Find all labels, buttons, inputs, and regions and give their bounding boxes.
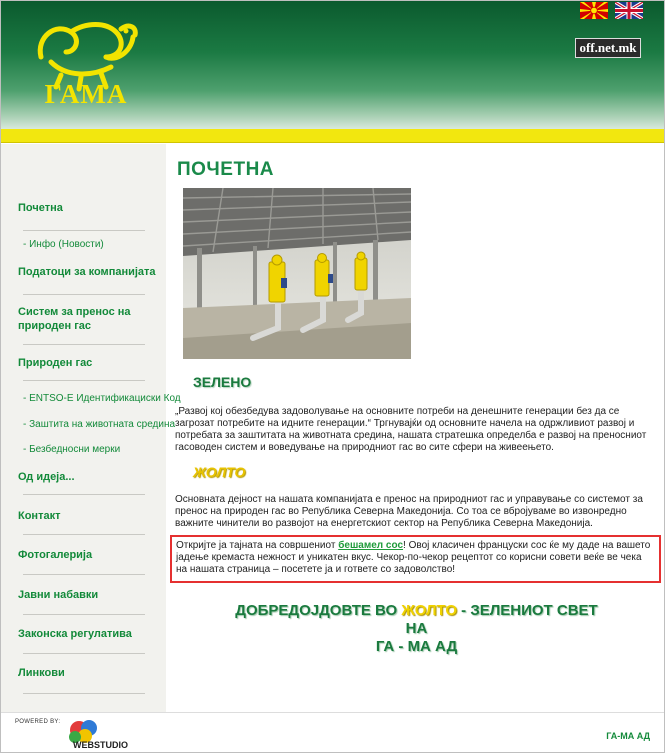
sidebar bbox=[1, 144, 181, 712]
sidebar-item-regulation[interactable]: Законска регулатива bbox=[18, 628, 132, 640]
footer bbox=[1, 712, 664, 753]
uk-flag-icon[interactable] bbox=[615, 2, 643, 19]
notice-text-before: Откријте ја тајната на совршениот bbox=[176, 540, 339, 551]
nav-divider bbox=[23, 574, 145, 575]
sidebar-item-home[interactable]: Почетна bbox=[18, 202, 63, 214]
webstudio-logo[interactable] bbox=[63, 718, 135, 750]
header-yellow-bar bbox=[1, 129, 664, 143]
nav-divider bbox=[23, 230, 145, 231]
page-title: ПОЧЕТНА bbox=[177, 159, 275, 180]
sidebar-item-idea[interactable]: Од идеја... bbox=[18, 471, 75, 483]
sidebar-item-gallery[interactable]: Фотогалерија bbox=[18, 549, 93, 561]
main-content bbox=[169, 144, 664, 712]
heading-yellow: ЖОЛТО bbox=[193, 464, 246, 480]
nav-divider bbox=[23, 693, 145, 694]
welcome-banner bbox=[169, 602, 664, 656]
sidebar-item-transmission[interactable]: Систем за пренос на природен гас bbox=[18, 306, 131, 332]
welcome-line-2: НА bbox=[405, 620, 428, 637]
gas-station-photo bbox=[183, 188, 411, 359]
sidebar-item-links[interactable]: Линкови bbox=[18, 667, 65, 679]
powered-by-label: POWERED BY: bbox=[15, 719, 61, 725]
welcome-yellow: ЖОЛТО bbox=[401, 602, 457, 619]
mk-flag-icon[interactable] bbox=[580, 2, 608, 19]
nav-divider bbox=[23, 294, 145, 295]
sidebar-item-contact[interactable]: Контакт bbox=[18, 510, 61, 522]
nav-divider bbox=[23, 344, 145, 345]
paragraph-yellow: Основната дејност на нашата компанијата е пренос на природниот гас и управување со системот за пренос на природен гас во Република Северна Македонија. Со тоа се вбројуваме во извонредно важните чинители во развојот на енергетскиот сектор на Република Северна Македонија. bbox=[175, 494, 643, 529]
footer-company-label[interactable]: ГА-МА АД bbox=[606, 731, 650, 741]
logo-text: ГАМА bbox=[44, 79, 128, 109]
sidebar-item-natural-gas[interactable]: Природен гас bbox=[18, 357, 93, 369]
sidebar-item-safety[interactable]: - Безбедносни мерки bbox=[23, 444, 121, 455]
paragraph-green: „Развој кој обезбедува задоволување на основните потреби на денешните генерации без да се загрозат потребите на идните генерации.“ Тргнувајќи од основните начела на одржливиот развој и потребата за заштитата на животната средина, нашата стратешка определба е развој на преносниот гасоводен систем и воведување на природниот гас во сите сфери на живеењето. bbox=[175, 406, 647, 453]
sidebar-item-environment[interactable]: - Заштита на животната средина bbox=[23, 419, 176, 430]
sidebar-item-info[interactable]: - Инфо (Новости) bbox=[23, 239, 104, 250]
heading-green: ЗЕЛЕНО bbox=[193, 374, 252, 390]
nav-divider bbox=[23, 380, 145, 381]
header bbox=[1, 1, 664, 129]
nav-divider bbox=[23, 653, 145, 654]
nav-divider bbox=[23, 534, 145, 535]
nav-divider bbox=[23, 614, 145, 615]
welcome-line-3: ГА - МА АД bbox=[375, 638, 458, 655]
sidebar-item-procurement[interactable]: Јавни набавки bbox=[18, 589, 99, 601]
offnet-badge[interactable]: off.net.mk bbox=[575, 38, 641, 58]
nav-divider bbox=[23, 494, 145, 495]
welcome-part2: - ЗЕЛЕНИОТ СВЕТ bbox=[457, 602, 598, 619]
welcome-part1: ДОБРЕДОЈДОВТЕ ВО bbox=[235, 602, 402, 619]
recipe-notice-box bbox=[170, 535, 661, 583]
sidebar-item-company[interactable]: Податоци за компанијата bbox=[18, 266, 156, 278]
notice-text-after: ! Овој класичен француски сос ќе му даде на вашето јадење кремаста нежност и уникатен вкус. Чекор-по-чекор рецептот со корисни совети веќе ве чека на нашата страница – посетете ја и гответе со задоволство! bbox=[176, 540, 651, 575]
bechamel-link[interactable]: бешамел сос bbox=[338, 540, 404, 551]
webstudio-logo-text: WEBSTUDIO bbox=[73, 740, 128, 750]
welcome-line-1 bbox=[169, 602, 664, 620]
sidebar-item-entsoe[interactable]: - ENTSO-E Идентификациски Код bbox=[23, 393, 181, 404]
